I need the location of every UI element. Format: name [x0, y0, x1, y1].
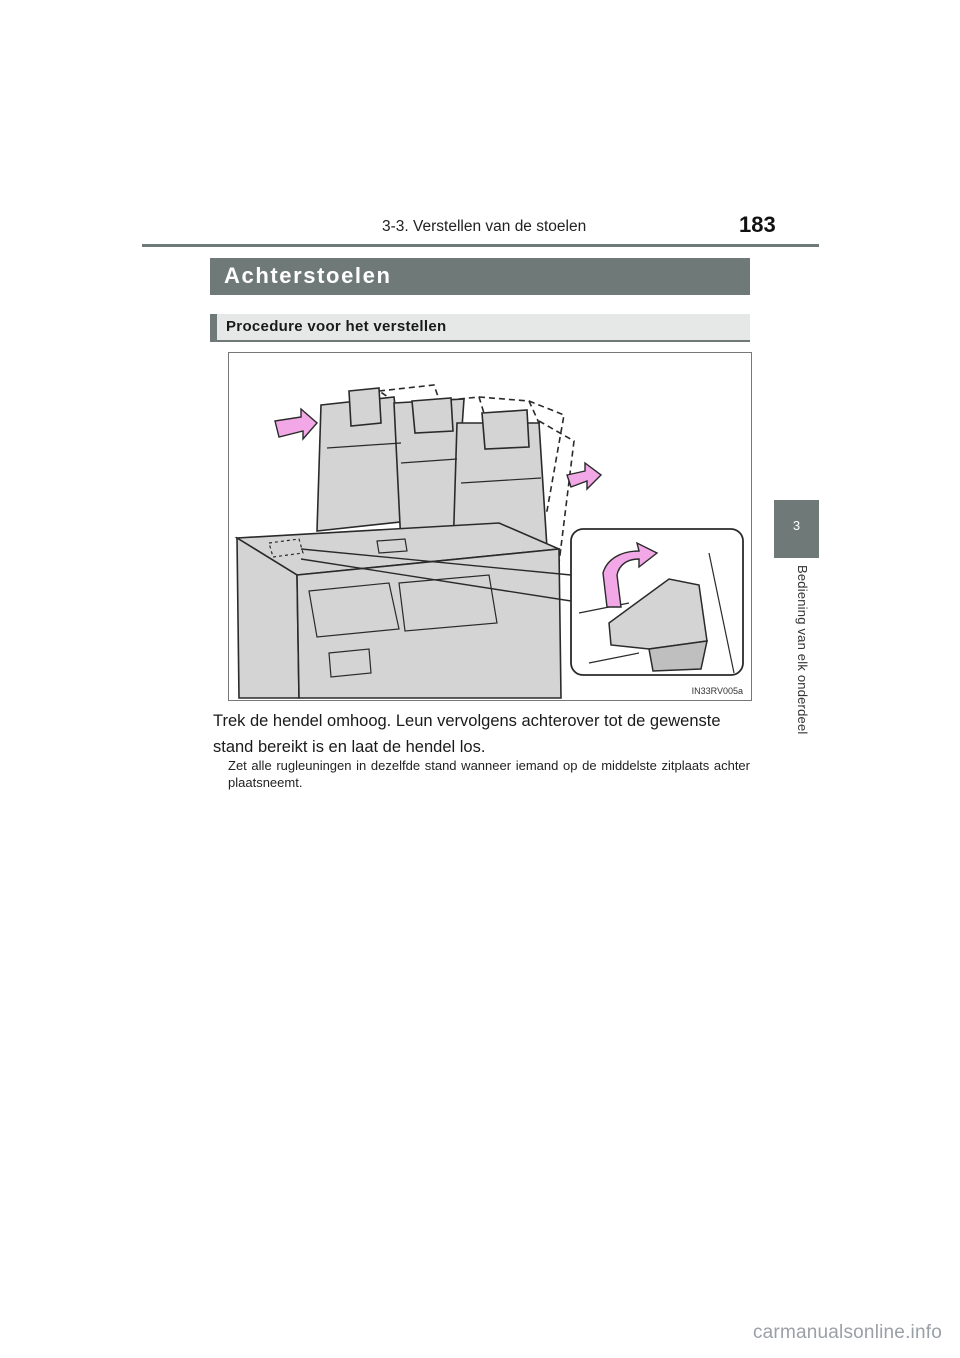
- watermark: carmanualsonline.info: [752, 1322, 942, 1343]
- subsection-bar: [210, 314, 750, 342]
- section-label: 3-3. Verstellen van de stoelen: [382, 218, 587, 235]
- note-text: Zet alle rugleuningen in dezelfde stand wanneer iemand op de middelste zitplaats achter plaatsneemt.: [228, 758, 750, 790]
- chapter-label: Bediening van elk onderdeel: [795, 565, 810, 735]
- seat-drawing: [229, 353, 751, 700]
- seat-illustration: [228, 352, 752, 701]
- section-title: Achterstoelen: [224, 263, 392, 288]
- figure-code: IN33RV005a: [691, 686, 743, 696]
- section-bar: [210, 258, 750, 295]
- subsection-accent: [210, 314, 217, 342]
- chapter-tab: [774, 500, 819, 558]
- chapter-number: 3: [792, 518, 801, 533]
- instruction-text: Trek de hendel omhoog. Leun vervolgens achterover tot de gewenste stand bereikt is en laat de hendel los.: [213, 712, 721, 756]
- header-rule: [142, 244, 819, 247]
- subsection-title: Procedure voor het verstellen: [226, 318, 447, 335]
- page-number: 183: [739, 212, 776, 237]
